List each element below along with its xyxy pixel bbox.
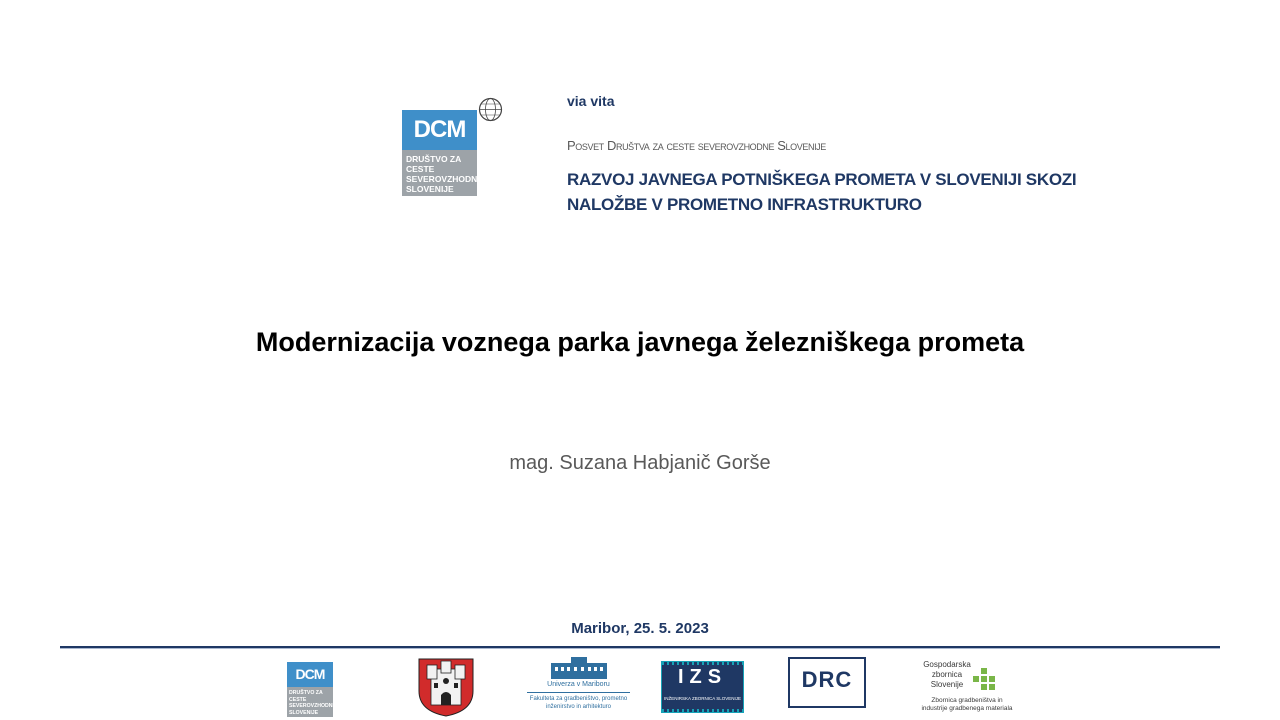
footer-um-logo <box>527 657 630 717</box>
footer-izs-abbr: IZS <box>677 666 728 688</box>
dcm-logo-text: DRUŠTVO ZA CESTE SEVEROVZHODNE SLOVENIJE <box>406 154 483 194</box>
footer-drc-abbr: DRC <box>801 667 853 692</box>
footer-izs-logo <box>661 661 744 713</box>
footer-gzs-name: Gospodarska zbornica Slovenije <box>923 660 971 689</box>
footer-um-line <box>527 692 630 693</box>
university-building-icon <box>547 657 611 679</box>
footer-gzs-logo <box>918 660 1016 718</box>
footer-dcm-abbr: DCM <box>287 662 333 687</box>
dcm-logo-abbr: DCM <box>402 110 477 150</box>
globe-icon <box>478 97 503 122</box>
dcm-logo <box>402 110 483 196</box>
footer-gzs-sub: Zbornica gradbeništva in industrije gradbenega materiala <box>921 697 1013 712</box>
izs-ruler-top <box>662 662 743 665</box>
posvet-label: Posvet Društva za ceste severovzhodne Slovenije <box>567 138 826 153</box>
footer-um-sub: Fakulteta za gradbeništvo, prometno inženirstvo in arhitekturo <box>529 696 628 710</box>
footer-divider-shadow <box>60 648 1220 649</box>
via-vita-label: via vita <box>567 93 615 109</box>
footer-um-name: Univerza v Mariboru <box>547 681 610 688</box>
footer-dcm-text: DRUŠTVO ZA CESTE SEVEROVZHODNE SLOVENIJE <box>289 690 336 716</box>
conference-title: RAZVOJ JAVNEGA POTNIŠKEGA PROMETA V SLOVENIJI SKOZI NALOŽBE V PROMETNO INFRASTRUKTURO <box>567 170 1077 214</box>
footer-izs-text: INŽENIRSKA ZBORNICA SLOVENIJE <box>663 696 742 701</box>
presentation-title: Modernizacija voznega parka javnega železniškega prometa <box>255 327 1025 357</box>
footer-drc-logo <box>788 657 866 708</box>
maribor-coat-of-arms-icon <box>417 657 475 717</box>
author-name: mag. Suzana Habjanič Gorše <box>509 452 771 474</box>
gzs-grid-icon <box>973 668 995 690</box>
footer-dcm-logo <box>287 662 336 717</box>
izs-ruler-bottom <box>662 709 743 712</box>
place-date: Maribor, 25. 5. 2023 <box>571 620 709 637</box>
